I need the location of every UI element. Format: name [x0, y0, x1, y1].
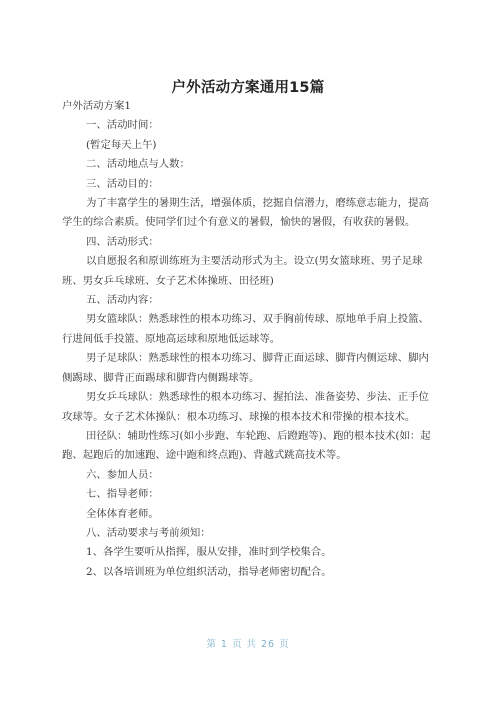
section-heading: 一、活动时间： — [86, 119, 159, 132]
section-heading: 三、活动目的： — [86, 177, 159, 190]
paragraph: 男女篮球队：熟悉球性的根本功练习、双手胸前传球、原地单手肩上投篮、行进间低手投篮、原地高运球和原地低运球等。 — [62, 313, 429, 345]
paragraph: 全体体育老师。 — [86, 507, 159, 520]
page-number-footer: 第 1 页 共 26 页 — [206, 639, 290, 650]
list-item: 1、各学生要听从指挥，服从安排，准时到学校集合。 — [86, 546, 332, 559]
paragraph: 男子足球队：熟悉球性的根本功练习、脚背正面运球、脚背内侧运球、脚内侧踢球、脚背正面踢球和脚背内侧踢球等。 — [62, 352, 429, 384]
section-heading: 五、活动内容： — [86, 294, 159, 307]
section-heading: 七、指导老师： — [86, 488, 159, 501]
section-heading: 四、活动形式： — [86, 235, 159, 248]
document-body — [62, 97, 436, 582]
paragraph: (暂定每天上午) — [86, 138, 157, 151]
section-heading: 六、参加人员： — [86, 468, 159, 481]
paragraph: 为了丰富学生的暑期生活，增强体质，挖掘自信潜力，磨练意志能力，提高学生的综合素质。使同学们过个有意义的暑假，愉快的暑假，有收获的暑假。 — [62, 197, 429, 229]
paragraph: 以自愿报名和原训练班为主要活动形式为主。设立(男女篮球班、男子足球班、男女乒乓球班、女子艺术体操班、田径班) — [62, 255, 423, 287]
section-heading: 二、活动地点与人数： — [86, 158, 190, 171]
paragraph: 户外活动方案1 — [62, 100, 131, 112]
paragraph: 田径队：辅助性练习(如小步跑、车轮跑、后蹬跑等)、跑的根本技术(如：起跑、起跑后的加速跑、途中跑和终点跑)、背越式跳高技术等。 — [62, 429, 431, 462]
paragraph: 男女乒乓球队：熟悉球性的根本功练习、握拍法、准备姿势、步法、正手位攻球等。女子艺术体操队：根本功练习、球操的根本技术和带操的根本技术。 — [62, 391, 429, 423]
document-title: 户外活动方案通用15篇 — [171, 80, 325, 96]
section-heading: 八、活动要求与考前须知： — [86, 526, 211, 539]
list-item: 2、以各培训班为单位组织活动，指导老师密切配合。 — [86, 565, 332, 578]
